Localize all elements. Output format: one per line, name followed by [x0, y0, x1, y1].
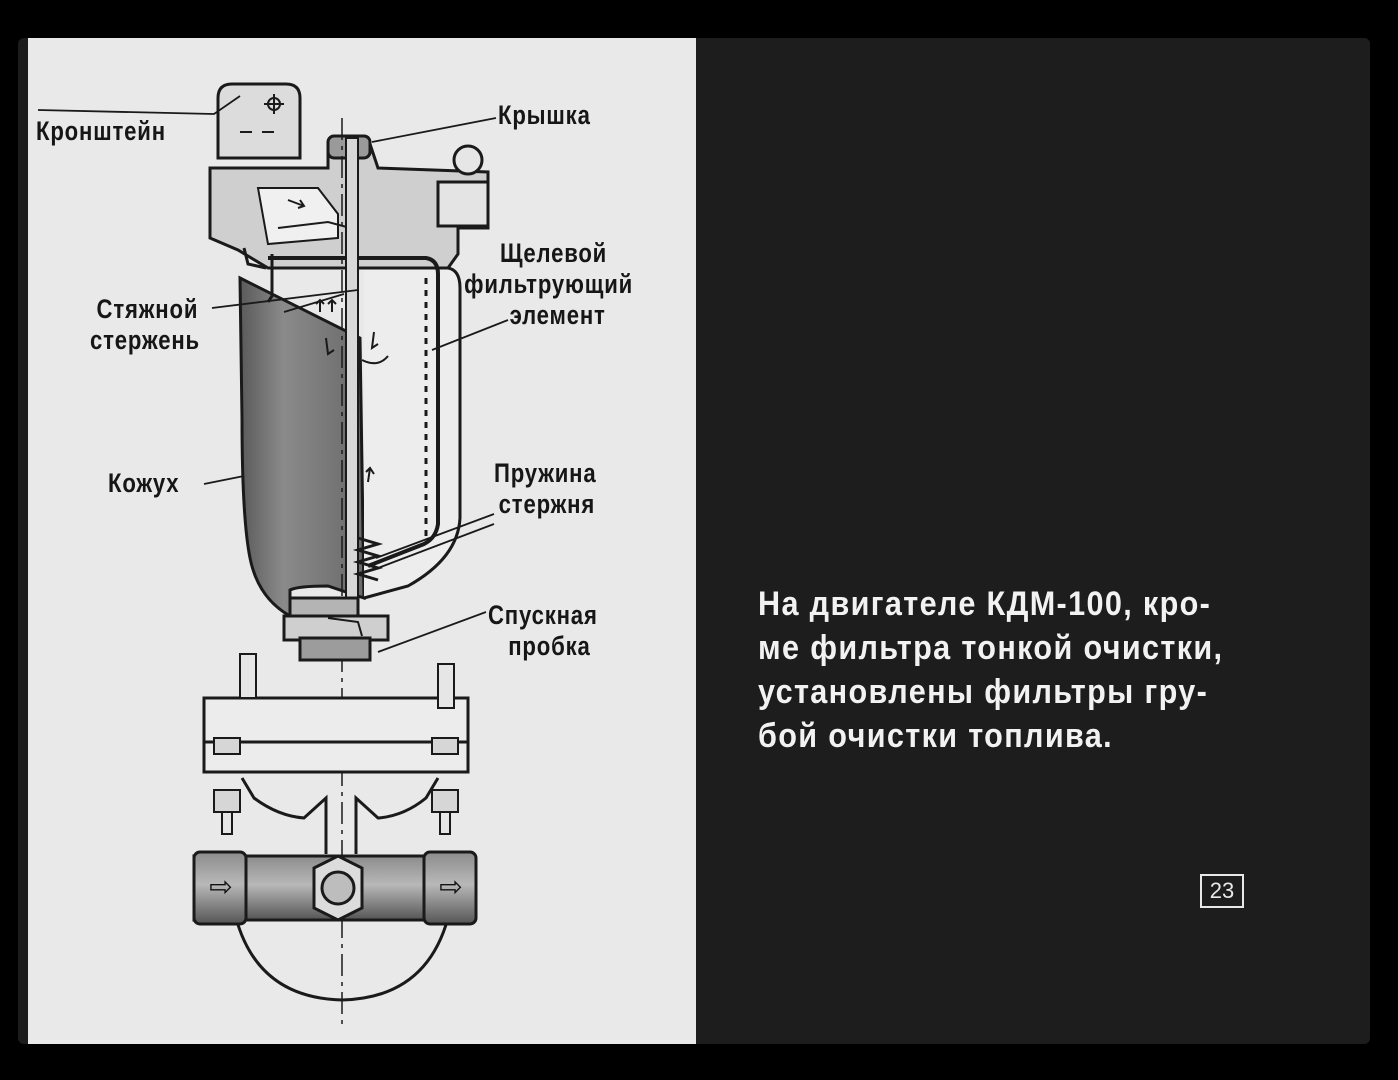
slide-caption — [758, 582, 1258, 758]
drain-plug-part — [284, 598, 388, 660]
label-rod-spring-line1: Пружина — [494, 458, 597, 488]
label-rod-spring-line2: стержня — [498, 489, 596, 519]
label-tie-rod-line1: Стяжной — [96, 294, 199, 324]
label-rod-spring — [494, 458, 596, 520]
caption-line-3: установлены фильтры гру- — [758, 673, 1209, 711]
caption-panel — [696, 38, 1370, 1044]
caption-line-4: бой очистки топлива. — [758, 717, 1113, 755]
label-tie-rod — [90, 294, 200, 356]
label-slot-element-line2: фильтрующий — [464, 269, 634, 299]
bracket-part — [218, 84, 300, 158]
filter-diagram — [28, 38, 696, 1044]
label-bracket: Кронштейн — [36, 116, 166, 146]
mounting-clamp — [204, 654, 468, 1000]
label-slot-element-line1: Щелевой — [499, 238, 608, 268]
label-cover: Крышка — [498, 100, 591, 130]
label-slot-element-line3: элемент — [509, 300, 606, 330]
diagram-panel — [28, 38, 696, 1044]
flow-in-arrow-icon: ⇨ — [209, 870, 233, 903]
label-drain-plug — [488, 600, 598, 662]
label-casing: Кожух — [108, 468, 180, 498]
label-tie-rod-line2: стержень — [90, 325, 200, 355]
flow-out-arrow-icon: ⇨ — [439, 870, 463, 903]
tie-rod — [346, 138, 358, 608]
page-number: 23 — [1200, 874, 1244, 908]
caption-line-1: На двигателе КДМ-100, кро- — [758, 585, 1212, 623]
label-drain-plug-line2: пробка — [508, 631, 591, 661]
caption-line-2: ме фильтра тонкой очистки, — [758, 629, 1224, 667]
label-drain-plug-line1: Спускная — [488, 600, 598, 630]
label-slot-element — [464, 238, 634, 331]
slide-frame — [18, 38, 1370, 1044]
